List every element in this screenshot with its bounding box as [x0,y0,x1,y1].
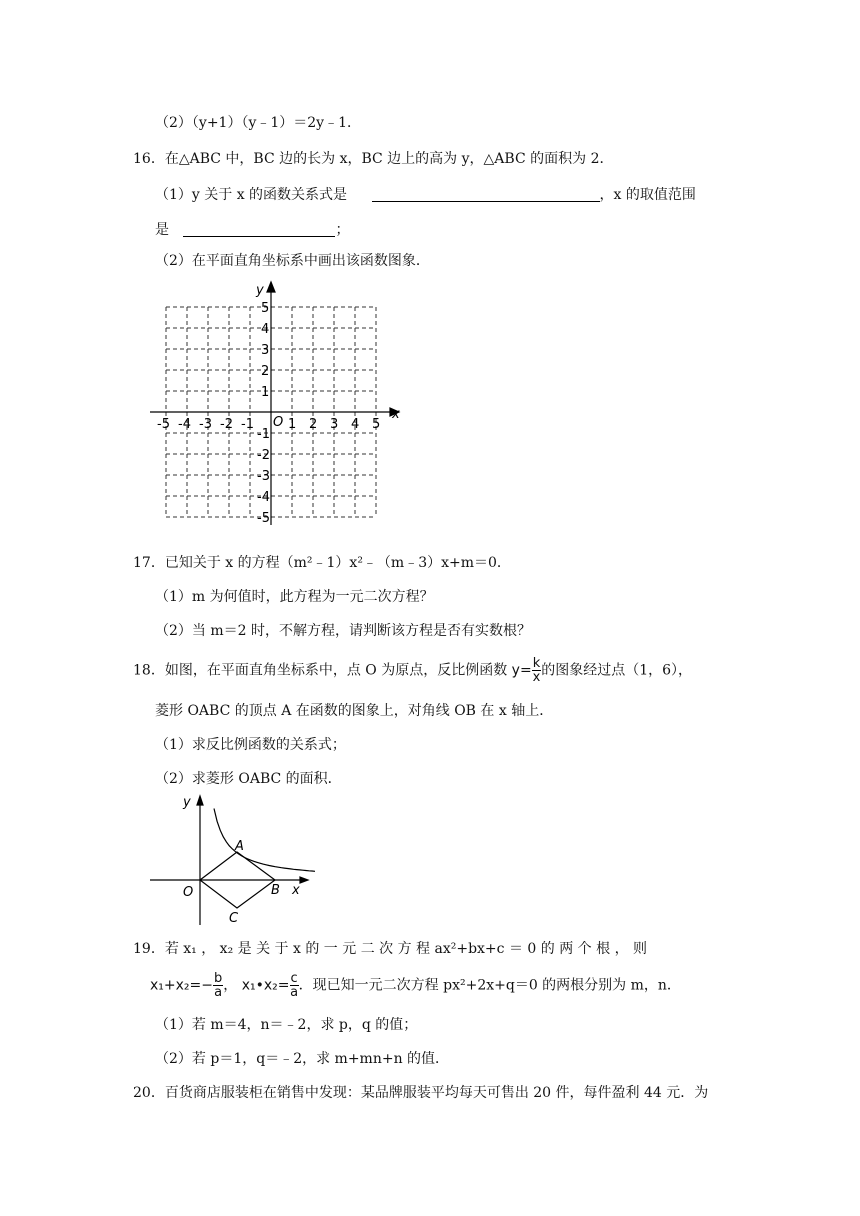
figure-y-label: y [183,795,191,810]
y-arrow-icon [267,282,275,292]
q16-answer-blank-1[interactable] [372,187,600,202]
q19-part2: （2）若 p＝1，q＝﹣2，求 m+mn+n 的值． [155,1051,450,1067]
q20-number: 20． [133,1085,165,1101]
y-tick-label: -4 [257,490,270,505]
q16-part1-text-a: （1）y 关于 x 的函数关系式是 [155,187,348,203]
q18-func-y: y= [511,662,532,679]
q19-sum-fraction [213,972,223,999]
x-tick-label: -4 [178,417,191,432]
x-tick-label: 4 [351,417,360,432]
y-tick-label: -5 [257,511,270,526]
q16-answer-blank-2[interactable] [183,222,335,237]
x-tick-label: 3 [330,417,339,432]
figure-x-arrow-icon [300,877,308,883]
grid-origin-label: O [273,415,284,430]
q19-sum-numerator: b [214,971,223,986]
q17-stem-line [133,552,511,572]
q19-part1: （1）若 m＝4，n＝﹣2，求 p，q 的值； [155,1017,418,1033]
q18-part1: （1）求反比例函数的关系式； [155,737,346,753]
figure-point-a: A [235,839,244,854]
x-tick-label: -3 [199,417,212,432]
x-tick-label: -1 [241,417,254,432]
q18-stem-line2: 菱形 OABC 的顶点 A 在函数的图象上，对角线 OB 在 x 轴上． [155,703,554,719]
q19-product-denominator: a [290,985,299,1000]
q19-product-fraction [290,972,299,999]
figure-y-arrow-icon [197,796,203,805]
q18-func-denominator: x [532,670,541,685]
q16-part1-line2 [155,219,349,239]
q15-part2: （2）（y+1）（y﹣1）＝2y﹣1． [155,115,361,131]
q18-part2: （2）求菱形 OABC 的面积． [155,771,342,787]
q17-part2: （2）当 m＝2 时，不解方程，请判断该方程是否有实数根？ [155,623,531,639]
grid-y-label: y [256,283,264,298]
q19-text-a: 若 x₁ ， x₂ 是 关 于 x 的 一 元 二 次 方 程 ax²+bx+c ＝ 0 的 两 个 根 ， 则 [164,941,648,957]
x-tick-label: 1 [288,417,297,432]
coordinate-grid [150,280,410,530]
q18-text-b: 的图象经过点（1，6）， [541,662,693,679]
hyperbola-curve [214,809,315,875]
q19-sum-denominator: a [214,985,223,1000]
q20-stem-line [133,1082,708,1102]
q17-part1: （1）m 为何值时，此方程为一元二次方程？ [155,589,434,605]
q16-part1-text-b: ，x 的取值范围 [599,187,696,203]
q19-sum-lhs: x₁+x₂=− [150,977,213,994]
y-tick-label: 2 [261,364,270,379]
q18-func-numerator: k [532,656,541,671]
q16-part1-text-d: ； [335,222,350,238]
figure-point-o: O [183,885,194,900]
q19-product-lhs: x₁•x₂= [241,977,290,994]
q16-part2: （2）在平面直角坐标系中画出该函数图象． [155,253,430,269]
q17-number: 17． [133,555,165,571]
figure-point-b: B [271,883,280,898]
x-tick-label: 5 [372,417,381,432]
grid-x-label: x [392,407,400,422]
q20-text: 百货商店服装柜在销售中发现：某品牌服装平均每天可售出 20 件，每件盈利 44 元．为 [164,1085,709,1101]
y-tick-label: 1 [261,385,270,400]
y-tick-label: -1 [257,427,270,442]
y-tick-label: 4 [261,322,270,337]
y-tick-label: -2 [257,448,270,463]
figure-point-c: C [229,911,239,926]
q19-number: 19． [133,941,165,957]
q18-func-fraction [532,657,542,684]
q16-text: 在△ABC 中，BC 边的长为 x，BC 边上的高为 y，△ABC 的面积为 2． [164,151,614,167]
q18-text-a: 如图，在平面直角坐标系中，点 O 为原点，反比例函数 [164,662,508,679]
q19-product-numerator: c [290,971,298,986]
rhombus-figure [145,790,315,930]
q16-stem [133,148,613,168]
q16-part1-line1 [155,184,730,204]
q19-stem-line1 [133,938,647,958]
q17-text: 已知关于 x 的方程（m²﹣1）x²﹣（m﹣3）x+m＝0． [164,555,511,571]
q18-number: 18． [133,662,165,679]
y-tick-label: 5 [261,301,270,316]
figure-x-label: x [292,883,300,898]
q16-number: 16． [133,151,165,167]
y-tick-label: 3 [261,343,270,358]
q19-text-b: ．现已知一元二次方程 px²+2x+q＝0 的两根分别为 m，n． [298,977,681,994]
x-tick-label: 2 [309,417,318,432]
q19-stem-line2: x₁+x₂=− $\frac{b}{a}$ ， x₁•x₂= $\frac{c}{a}$ ．现已知一元二次方程 px²+2x+q＝0 的两根分别为 m，n． [150,971,681,1000]
y-tick-label: -3 [257,469,270,484]
x-tick-label: -5 [157,417,170,432]
x-tick-label: -2 [220,417,233,432]
q16-part1-text-c: 是 [155,222,169,238]
q18-stem-line1 [133,657,692,684]
